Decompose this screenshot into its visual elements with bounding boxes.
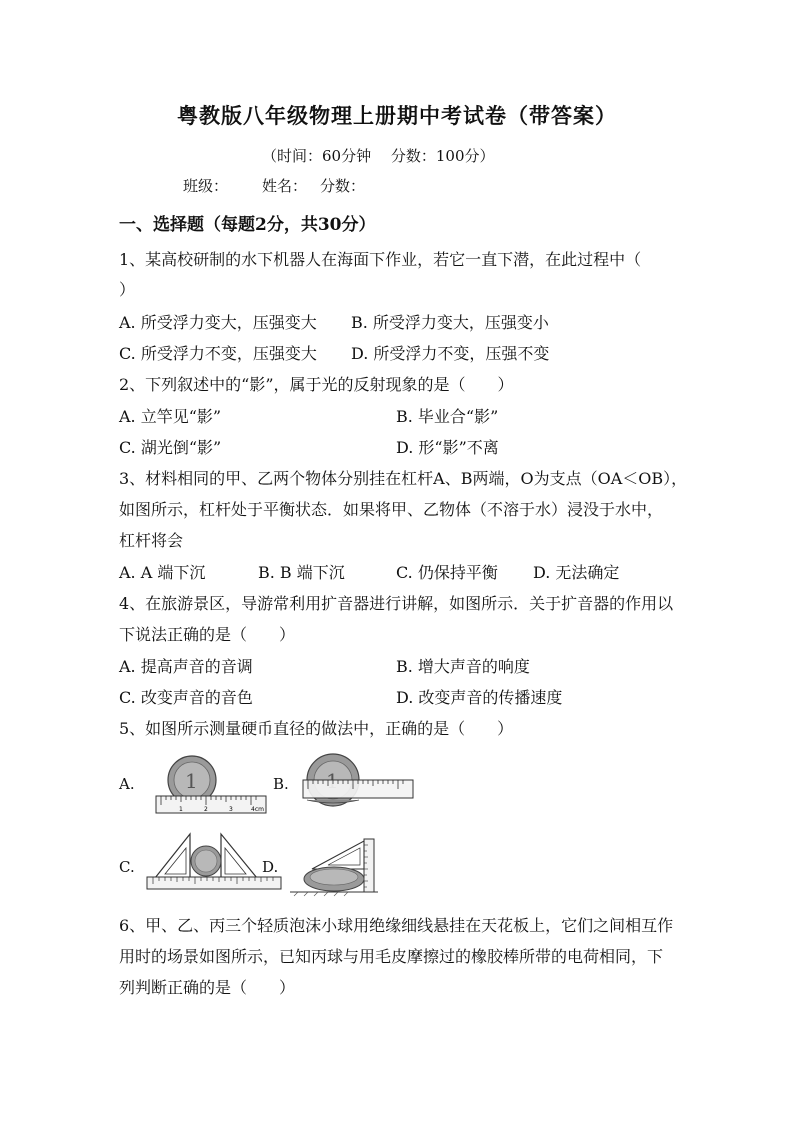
q6-stem-line2: 用时的场景如图所示，已知丙球与用毛皮摩擦过的橡胶棒所带的电荷相同，下 [119, 947, 664, 966]
q5-figure-d [288, 835, 380, 897]
q5-figure-a-label: A. [119, 775, 135, 793]
ruler-number: 1 [179, 806, 183, 813]
q3-stem-line2: 如图所示，杠杆处于平衡状态．如果将甲、乙物体（不溶于水）浸没于水中， [119, 500, 664, 519]
q4-option-b: B. 增大声音的响度 [396, 657, 530, 676]
q2-stem: 2、下列叙述中的“影”，属于光的反射现象的是（ ） [119, 375, 514, 394]
q4-option-d: D. 改变声音的传播速度 [396, 688, 563, 707]
q5-figure-b-label: B. [273, 775, 289, 793]
q1-stem-line1: 1、某高校研制的水下机器人在海面下作业，若它一直下潜，在此过程中（ [119, 250, 642, 269]
q4-stem-line1: 4、在旅游景区，导游常利用扩音器进行讲解，如图所示．关于扩音器的作用以 [119, 594, 674, 613]
ruler-number: 3 [229, 806, 233, 813]
q3-option-a: A. A 端下沉 [119, 563, 206, 582]
q1-option-d: D. 所受浮力不变，压强不变 [351, 344, 550, 363]
q2-option-b: B. 毕业合“影” [396, 407, 499, 426]
q3-option-c: C. 仍保持平衡 [396, 563, 498, 582]
q2-option-c: C. 湖光倒“影” [119, 438, 222, 457]
q1-option-c: C. 所受浮力不变，压强变大 [119, 344, 317, 363]
score-label: 分数： [320, 177, 366, 195]
q1-stem-line2: ） [119, 280, 136, 299]
q5-figure-b [302, 753, 414, 809]
exam-info: （时间：60分钟 分数：100分） [262, 147, 495, 165]
q5-figure-c-label: C. [119, 858, 135, 876]
q4-option-a: A. 提高声音的音调 [119, 657, 253, 676]
q5-stem: 5、如图所示测量硬币直径的做法中，正确的是（ ） [119, 719, 514, 738]
q3-option-b: B. B 端下沉 [258, 563, 345, 582]
q2-option-d: D. 形“影”不离 [396, 438, 499, 457]
q4-stem-line2: 下说法正确的是（ ） [119, 625, 296, 644]
q1-option-a: A. 所受浮力变大，压强变大 [119, 313, 317, 332]
ruler-number: 2 [204, 806, 208, 813]
svg-text:1: 1 [185, 769, 198, 793]
q3-stem-line1: 3、材料相同的甲、乙两个物体分别挂在杠杆A、B两端，O为支点（OA＜OB）， [119, 469, 688, 488]
q5-figure-d-label: D. [262, 858, 279, 876]
section-heading: 一、选择题（每题2分，共30分） [119, 215, 376, 235]
q3-stem-line3: 杠杆将会 [119, 531, 184, 550]
q6-stem-line3: 列判断正确的是（ ） [119, 978, 296, 997]
class-label: 班级： [183, 177, 229, 195]
q3-option-d: D. 无法确定 [533, 563, 620, 582]
ruler-number: 4cm [251, 806, 264, 813]
q1-option-b: B. 所受浮力变大，压强变小 [351, 313, 549, 332]
q2-option-a: A. 立竿见“影” [119, 407, 222, 426]
q5-figure-a [155, 755, 267, 817]
q6-stem-line1: 6、甲、乙、丙三个轻质泡沫小球用绝缘细线悬挂在天花板上，它们之间相互作 [119, 916, 674, 935]
q4-option-c: C. 改变声音的音色 [119, 688, 253, 707]
q5-figure-c [145, 830, 285, 892]
page-title: 粤教版八年级物理上册期中考试卷（带答案） [177, 103, 617, 128]
name-label: 姓名： [262, 177, 308, 195]
